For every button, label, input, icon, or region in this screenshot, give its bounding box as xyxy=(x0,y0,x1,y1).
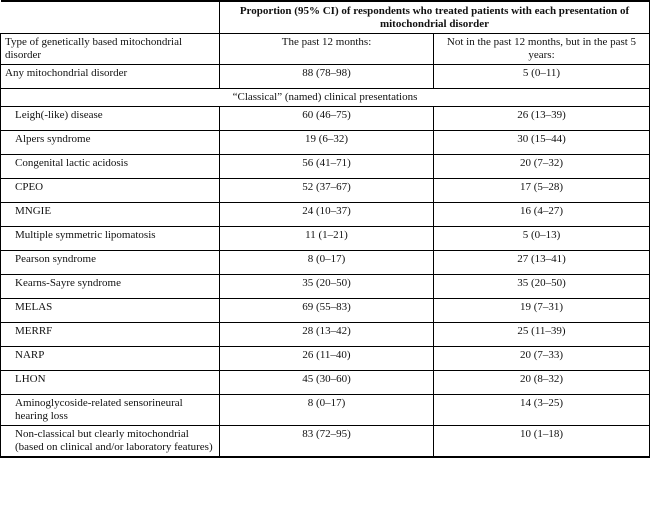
row-value-past-12: 28 (13–42) xyxy=(220,323,434,347)
row-label: NARP xyxy=(1,347,220,371)
row-value-past-12: 35 (20–50) xyxy=(220,275,434,299)
row-value-past-12: 45 (30–60) xyxy=(220,371,434,395)
row-value-past-5: 25 (11–39) xyxy=(434,323,650,347)
row-label: Multiple symmetric lipomatosis xyxy=(1,227,220,251)
table-row xyxy=(1,131,650,155)
proportion-header: Proportion (95% CI) of respondents who treated patients with each presentation of mitochondrial disorder xyxy=(220,1,650,34)
row-label: MERRF xyxy=(1,323,220,347)
row-value-past-5: 30 (15–44) xyxy=(434,131,650,155)
row-value-past-5: 26 (13–39) xyxy=(434,107,650,131)
table-row-any-disorder xyxy=(1,65,650,89)
row-value-past-12: 69 (55–83) xyxy=(220,299,434,323)
row-value-past-5: 19 (7–31) xyxy=(434,299,650,323)
row-value-past-12: 56 (41–71) xyxy=(220,155,434,179)
row-label: CPEO xyxy=(1,179,220,203)
column-header-past-5-years: Not in the past 12 months, but in the past 5 years: xyxy=(434,34,650,65)
table-row xyxy=(1,203,650,227)
row-value-past-12: 8 (0–17) xyxy=(220,395,434,426)
row-label: Congenital lactic acidosis xyxy=(1,155,220,179)
column-header-type: Type of genetically based mitochondrial disorder xyxy=(1,34,220,65)
row-label: LHON xyxy=(1,371,220,395)
row-label: Non-classical but clearly mitochondrial (based on clinical and/or laboratory features) xyxy=(1,426,220,458)
row-value-past-5: 16 (4–27) xyxy=(434,203,650,227)
row-value-past-12: 19 (6–32) xyxy=(220,131,434,155)
row-value-past-5: 5 (0–11) xyxy=(434,65,650,89)
table-body xyxy=(1,65,650,458)
table-row xyxy=(1,251,650,275)
table-row xyxy=(1,107,650,131)
row-label: Leigh(-like) disease xyxy=(1,107,220,131)
row-value-past-12: 88 (78–98) xyxy=(220,65,434,89)
row-value-past-5: 5 (0–13) xyxy=(434,227,650,251)
section-label: “Classical” (named) clinical presentations xyxy=(1,89,650,107)
table-row xyxy=(1,299,650,323)
row-label: Pearson syndrome xyxy=(1,251,220,275)
table-row xyxy=(1,227,650,251)
table-row xyxy=(1,155,650,179)
row-value-past-5: 27 (13–41) xyxy=(434,251,650,275)
column-header-past-12-months: The past 12 months: xyxy=(220,34,434,65)
row-value-past-5: 20 (8–32) xyxy=(434,371,650,395)
row-label: Aminoglycoside-related sensorineural hearing loss xyxy=(1,395,220,426)
row-value-past-5: 17 (5–28) xyxy=(434,179,650,203)
table-row xyxy=(1,179,650,203)
table-row xyxy=(1,275,650,299)
row-value-past-12: 60 (46–75) xyxy=(220,107,434,131)
row-value-past-12: 8 (0–17) xyxy=(220,251,434,275)
row-value-past-12: 26 (11–40) xyxy=(220,347,434,371)
row-label: Kearns-Sayre syndrome xyxy=(1,275,220,299)
row-value-past-12: 52 (37–67) xyxy=(220,179,434,203)
row-value-past-5: 14 (3–25) xyxy=(434,395,650,426)
section-row-classical xyxy=(1,89,650,107)
row-value-past-5: 20 (7–32) xyxy=(434,155,650,179)
row-value-past-5: 35 (20–50) xyxy=(434,275,650,299)
row-value-past-5: 20 (7–33) xyxy=(434,347,650,371)
row-value-past-12: 83 (72–95) xyxy=(220,426,434,458)
table-row xyxy=(1,347,650,371)
header-row-columns xyxy=(1,34,650,65)
row-label: MELAS xyxy=(1,299,220,323)
table-row xyxy=(1,426,650,458)
row-value-past-12: 11 (1–21) xyxy=(220,227,434,251)
row-label: Any mitochondrial disorder xyxy=(1,65,220,89)
row-label: Alpers syndrome xyxy=(1,131,220,155)
table-row xyxy=(1,323,650,347)
header-blank-cell xyxy=(1,1,220,34)
row-label: MNGIE xyxy=(1,203,220,227)
row-value-past-12: 24 (10–37) xyxy=(220,203,434,227)
table-row xyxy=(1,395,650,426)
row-value-past-5: 10 (1–18) xyxy=(434,426,650,458)
table-row xyxy=(1,371,650,395)
header-row-top xyxy=(1,1,650,34)
